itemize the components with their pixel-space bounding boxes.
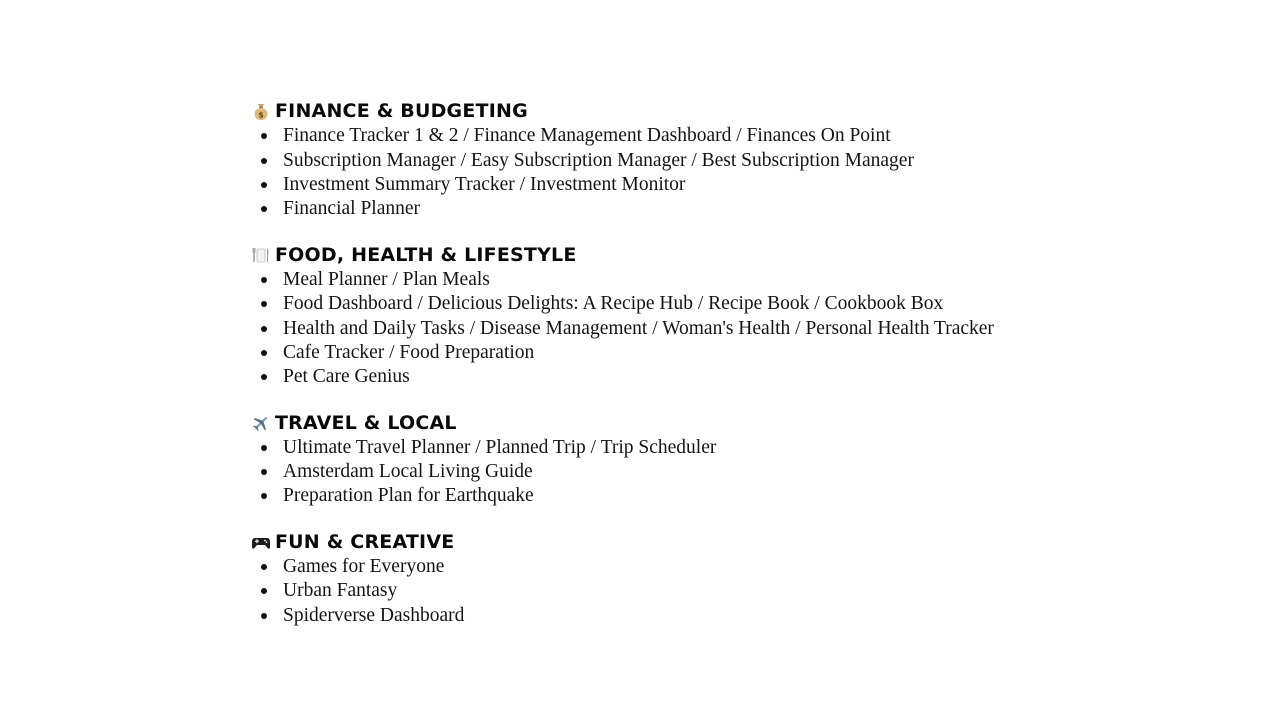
list-item — [251, 365, 1251, 389]
item-list — [251, 268, 1251, 390]
list-item — [251, 148, 1251, 172]
list-item — [251, 268, 1251, 292]
item-text: Financial Planner — [283, 198, 421, 220]
item-list — [251, 555, 1251, 628]
game-controller-icon — [251, 532, 271, 552]
item-text: Preparation Plan for Earthquake — [283, 485, 534, 507]
list-item — [251, 579, 1251, 603]
item-text: Spiderverse Dashboard — [283, 604, 465, 626]
section-finance — [251, 99, 1251, 222]
document — [251, 99, 1251, 649]
section-header — [251, 530, 1251, 554]
item-text: Amsterdam Local Living Guide — [283, 461, 533, 483]
section-travel-local — [251, 411, 1251, 509]
section-header — [251, 99, 1251, 123]
airplane-icon — [251, 413, 271, 433]
section-title: FUN & CREATIVE — [275, 530, 455, 553]
money-bag-icon — [251, 101, 271, 121]
section-food-health — [251, 243, 1251, 390]
section-fun-creative — [251, 530, 1251, 628]
list-item — [251, 316, 1251, 340]
list-item — [251, 603, 1251, 627]
bullet — [261, 445, 267, 451]
item-text: Urban Fantasy — [283, 580, 398, 602]
fork-knife-plate-icon — [251, 245, 271, 265]
bullet — [261, 133, 267, 139]
list-item — [251, 484, 1251, 508]
list-item — [251, 197, 1251, 221]
item-text: Subscription Manager / Easy Subscription Manager / Best Subscription Manager — [283, 149, 914, 171]
svg-text:$: $ — [258, 110, 264, 120]
list-item — [251, 436, 1251, 460]
bullet — [261, 350, 267, 356]
item-text: Investment Summary Tracker / Investment Monitor — [283, 173, 686, 195]
item-text: Health and Daily Tasks / Disease Management / Woman's Health / Personal Health Tracker — [283, 317, 994, 339]
bullet — [261, 588, 267, 594]
list-item — [251, 292, 1251, 316]
item-text: Meal Planner / Plan Meals — [283, 268, 490, 290]
item-text: Food Dashboard / Delicious Delights: A Recipe Hub / Recipe Book / Cookbook Box — [283, 293, 944, 315]
bullet — [261, 182, 267, 188]
item-text: Pet Care Genius — [283, 366, 410, 388]
list-item — [251, 555, 1251, 579]
bullet — [261, 493, 267, 499]
bullet — [261, 277, 267, 283]
bullet — [261, 374, 267, 380]
item-list — [251, 436, 1251, 509]
item-text: Finance Tracker 1 & 2 / Finance Management Dashboard / Finances On Point — [283, 125, 891, 147]
list-item — [251, 341, 1251, 365]
bullet — [261, 158, 267, 164]
bullet — [261, 206, 267, 212]
bullet — [261, 301, 267, 307]
bullet — [261, 613, 267, 619]
list-item — [251, 460, 1251, 484]
item-text: Games for Everyone — [283, 555, 445, 577]
item-list — [251, 124, 1251, 222]
section-title: FINANCE & BUDGETING — [275, 100, 528, 122]
item-text: Ultimate Travel Planner / Planned Trip / Trip Scheduler — [283, 436, 717, 458]
section-title: FOOD, HEALTH & LIFESTYLE — [275, 243, 577, 266]
list-item — [251, 173, 1251, 197]
bullet — [261, 564, 267, 570]
list-item — [251, 124, 1251, 148]
bullet — [261, 326, 267, 332]
item-text: Cafe Tracker / Food Preparation — [283, 341, 535, 363]
section-header — [251, 411, 1251, 435]
section-title: TRAVEL & LOCAL — [275, 411, 457, 434]
bullet — [261, 469, 267, 475]
section-header — [251, 243, 1251, 267]
